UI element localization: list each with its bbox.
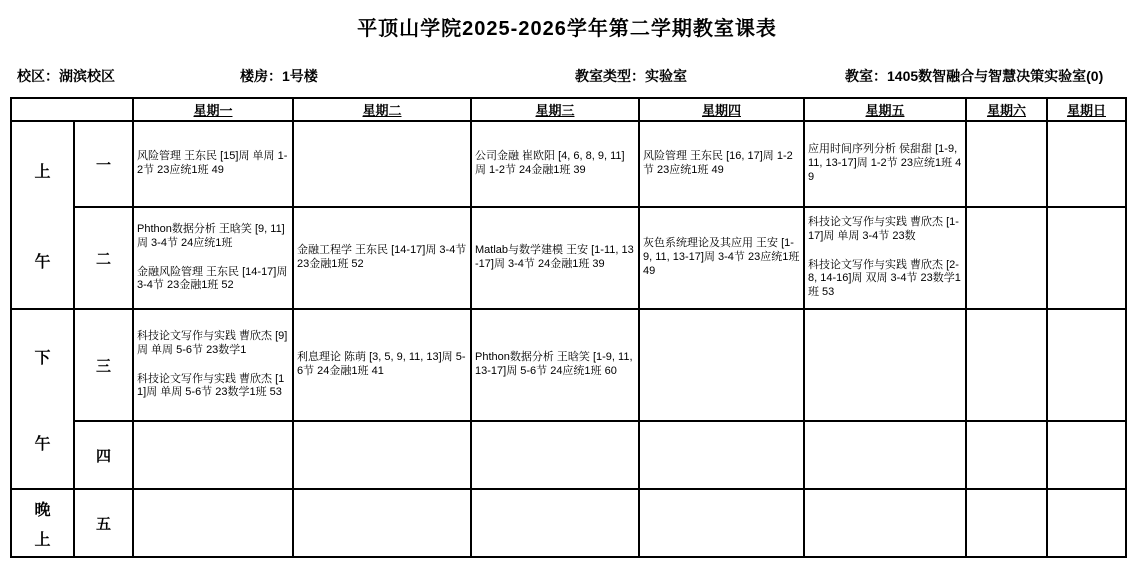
cell-p4-sun xyxy=(1047,421,1126,489)
course-entry: 应用时间序列分析 侯甜甜 [1-9, 11, 13-17]周 1-2节 23应统1班 49 xyxy=(808,143,962,183)
cell-p3-wed xyxy=(471,309,639,421)
day-header-fri: 星期五 xyxy=(804,98,966,121)
cell-p4-sat xyxy=(966,421,1047,489)
period-3: 三 xyxy=(74,309,133,421)
day-header-sun: 星期日 xyxy=(1047,98,1126,121)
period-5: 五 xyxy=(74,489,133,557)
day-header-thu: 星期四 xyxy=(639,98,804,121)
room-label: 教室：1405数智融合与智慧决策实验室(0) xyxy=(845,68,1104,84)
cell-p2-sun xyxy=(1047,207,1126,309)
session-afternoon: 下 午 xyxy=(11,309,74,489)
cell-p4-tue xyxy=(293,421,471,489)
cell-p5-wed xyxy=(471,489,639,557)
cell-p1-fri xyxy=(804,121,966,207)
cell-p2-mon xyxy=(133,207,293,309)
session-evening: 晚 上 xyxy=(11,489,74,557)
cell-p3-sun xyxy=(1047,309,1126,421)
day-header-sat: 星期六 xyxy=(966,98,1047,121)
cell-p3-thu xyxy=(639,309,804,421)
cell-p2-tue xyxy=(293,207,471,309)
cell-p3-mon xyxy=(133,309,293,421)
course-entry: 金融工程学 王东民 [14-17]周 3-4节 23金融1班 52 xyxy=(297,244,467,270)
cell-p2-wed xyxy=(471,207,639,309)
cell-p5-tue xyxy=(293,489,471,557)
cell-p1-tue xyxy=(293,121,471,207)
cell-p3-sat xyxy=(966,309,1047,421)
cell-p5-fri xyxy=(804,489,966,557)
course-entry: 科技论文写作与实践 曹欣杰 [11]周 单周 5-6节 23数学1班 53 xyxy=(137,372,285,399)
cell-p2-fri xyxy=(804,207,966,309)
course-entry: Phthon数据分析 王晗笑 [1-9, 11, 13-17]周 5-6节 24应统1班 60 xyxy=(475,351,633,377)
course-entry: Phthon数据分析 王晗笑 [9, 11]周 3-4节 24应统1班 xyxy=(137,223,285,249)
cell-p1-sun xyxy=(1047,121,1126,207)
day-header-mon: 星期一 xyxy=(133,98,293,121)
course-entry: 利息理论 陈萌 [3, 5, 9, 11, 13]周 5-6节 24金融1班 41 xyxy=(297,351,466,377)
course-entry: 风险管理 王东民 [15]周 单周 1-2节 23应统1班 49 xyxy=(137,150,288,176)
cell-p5-sun xyxy=(1047,489,1126,557)
course-entry: 风险管理 王东民 [16, 17]周 1-2节 23应统1班 49 xyxy=(643,150,793,176)
cell-p1-sat xyxy=(966,121,1047,207)
corner-cell xyxy=(11,98,133,121)
cell-p3-tue xyxy=(293,309,471,421)
course-entry: 科技论文写作与实践 曹欣杰 [9]周 单周 5-6节 23数学1 xyxy=(137,330,288,356)
day-header-tue: 星期二 xyxy=(293,98,471,121)
info-bar xyxy=(0,66,1134,90)
page-title: 平顶山学院2025-2026学年第二学期教室课表 xyxy=(357,18,777,40)
building-label: 楼房：1号楼 xyxy=(240,68,318,84)
period-1: 一 xyxy=(74,121,133,207)
period-2: 二 xyxy=(74,207,133,309)
cell-p4-wed xyxy=(471,421,639,489)
cell-p1-mon xyxy=(133,121,293,207)
course-entry: 科技论文写作与实践 曹欣杰 [2-8, 14-16]周 双周 3-4节 23数学1班 53 xyxy=(808,258,961,299)
cell-p1-wed xyxy=(471,121,639,207)
timetable xyxy=(10,97,1127,558)
cell-p4-fri xyxy=(804,421,966,489)
campus-label: 校区：湖滨校区 xyxy=(17,68,115,84)
course-entry: 灰色系统理论及其应用 王安 [1-9, 11, 13-17]周 3-4节 23应统1班 49 xyxy=(643,237,800,277)
course-entry: 金融风险管理 王东民 [14-17]周 3-4节 23金融1班 52 xyxy=(137,265,288,292)
course-entry: 公司金融 崔欧阳 [4, 6, 8, 9, 11]周 1-2节 24金融1班 39 xyxy=(475,150,625,176)
cell-p2-thu xyxy=(639,207,804,309)
course-entry: Matlab与数学建模 王安 [1-11, 13-17]周 3-4节 24金融1班 39 xyxy=(475,244,634,270)
course-entry: 科技论文写作与实践 曹欣杰 [1-17]周 单周 3-4节 23数 xyxy=(808,216,959,242)
cell-p5-sat xyxy=(966,489,1047,557)
session-morning: 上 午 xyxy=(11,121,74,309)
period-4: 四 xyxy=(74,421,133,489)
cell-p1-thu xyxy=(639,121,804,207)
room-type-label: 教室类型：实验室 xyxy=(575,68,687,84)
cell-p4-thu xyxy=(639,421,804,489)
day-header-wed: 星期三 xyxy=(471,98,639,121)
cell-p3-fri xyxy=(804,309,966,421)
cell-p4-mon xyxy=(133,421,293,489)
cell-p5-thu xyxy=(639,489,804,557)
cell-p5-mon xyxy=(133,489,293,557)
cell-p2-sat xyxy=(966,207,1047,309)
